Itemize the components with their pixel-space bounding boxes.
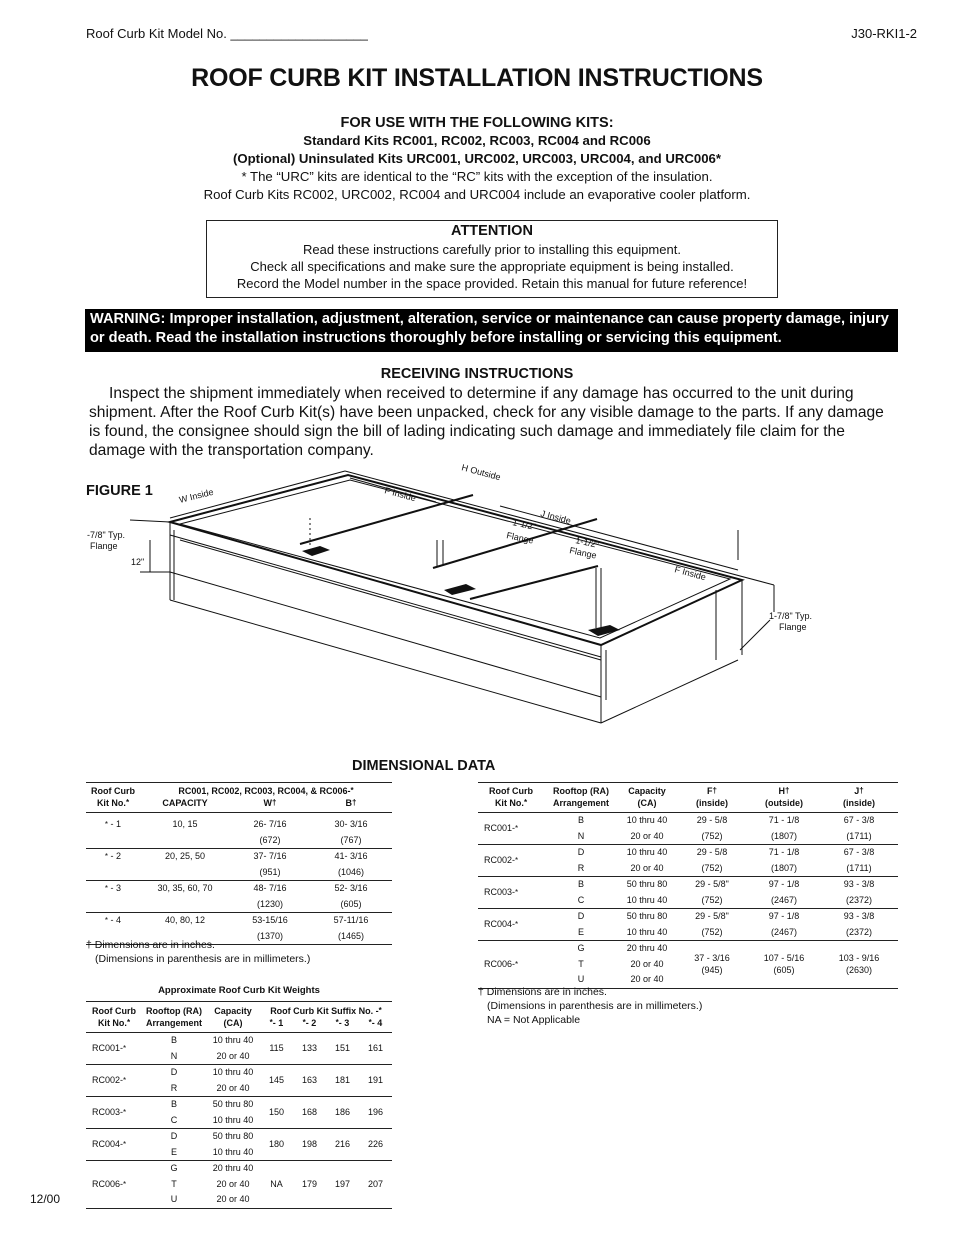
weight-cell: 168: [293, 1097, 326, 1129]
roof-curb-diagram: [80, 455, 900, 755]
f-mm-cell: (945): [701, 965, 723, 976]
col-b: B: [345, 798, 353, 808]
model-number-label: Roof Curb Kit Model No. ___________________: [86, 26, 368, 41]
kit-suffix: - 2: [108, 851, 122, 861]
col-suffix-3: - 3: [338, 1018, 350, 1028]
weight-cell: 196: [359, 1097, 392, 1129]
col-suffix: Roof Curb Kit Suffix No. -: [270, 1006, 379, 1016]
weight-cell: 161: [359, 1033, 392, 1065]
w-cell: 53-15/16: [252, 915, 288, 925]
figure-label: FIGURE 1: [86, 483, 153, 499]
kit-number: RC006-: [92, 1178, 124, 1189]
capacity-cell: 40, 80, 12: [164, 915, 206, 925]
weight-cell: 179: [301, 1178, 318, 1189]
col-kit-no: Kit No.: [96, 798, 126, 808]
f-cell: (752): [676, 925, 748, 941]
cap-cell: 10 thru 40: [206, 1145, 260, 1161]
f-cell: (752): [676, 861, 748, 877]
cap-cell: 10 thru 40: [626, 847, 668, 857]
j-cell: 93 - 3/8: [843, 879, 875, 889]
arr-cell: T: [171, 1178, 177, 1189]
dimensional-table-right: Roof Curb Rooftop (RA) Capacity F† H† J† Kit No.* Arrangement (CA) (inside) (outside) (inside) RC001-* B 10 thru 40 29 - 5/8 71 - 1/8 67 - 3/8 N 20 or 40 (752) (1807) (1711) RC002-* D 10 thru 40 29 - 5/8 71 - 1/8 67 - 3/8 R 20 or 40 (752) (1807) (1711) RC003-* B 50 thru 80 29 - 5/8" 97 - 1/8 93 - 3/8 C 10 thru 40 (752) (2467) (2372) RC004-* D 50 thru 80 29 - 5/8" 97 - 1/8 93 - 3/8 E 10 thru 40 (752) (2467) (2372) RC006-* G 20 thru 40 37 - 3/16 (945) 107 - 5/16 (605) 103 - 9/16 (2630) T 20 or 40 U 20 or 40: [478, 782, 898, 989]
cap-cell: 20 or 40: [630, 958, 664, 969]
kit-suffix: - 3: [108, 883, 122, 893]
weight-cell: 191: [359, 1065, 392, 1097]
weight-cell: 151: [326, 1033, 359, 1065]
arr-cell: N: [142, 1049, 206, 1065]
label-left-flange: -7/8" Typ.: [87, 530, 126, 540]
weight-cell: 216: [326, 1129, 359, 1161]
j-cell: (1711): [820, 829, 898, 845]
weights-title: Approximate Roof Curb Kit Weights: [86, 985, 392, 1002]
kit-number: RC002-: [92, 1074, 124, 1085]
w-mm-cell: (951): [230, 865, 310, 881]
dimensional-table-left: Roof Curb RC001, RC002, RC003, RC004, & RC006-* Kit No.* CAPACITY W† B† * - 1 10, 15 26- 7/16 30- 3/16 (672) (767) * - 2 20, 25, 50 37- 7/16 41- 3/16 (951) (1046) * - 3 30, 35, 60, 70 48- 7/16 52- 3/16 (1230) (605) * - 4 40, 80, 12 53-15/16 57-11/16 (1370) (1465): [86, 782, 392, 945]
label-h-outside: H Outside: [460, 462, 502, 483]
capacity-cell: 20, 25, 50: [164, 851, 206, 861]
col-kit-no: Kit No.: [97, 1018, 127, 1028]
col-arrangement: Arrangement: [544, 797, 618, 813]
h-cell: (1807): [748, 829, 820, 845]
col-suffix-2: - 2: [305, 1018, 317, 1028]
h-mm-cell: (605): [773, 965, 795, 976]
label-f-inside-top: F Inside: [383, 485, 417, 504]
col-w: W: [263, 798, 273, 808]
weight-cell: 186: [326, 1097, 359, 1129]
weight-cell: 181: [326, 1065, 359, 1097]
cap-cell: 10 thru 40: [618, 925, 676, 941]
j-cell: 103 - 9/16: [838, 953, 880, 964]
right-note-mm: (Dimensions in parenthesis are in millimeters.): [487, 1000, 703, 1012]
b-cell: 30- 3/16: [334, 819, 368, 829]
j-cell: 93 - 3/8: [843, 911, 875, 921]
col-roof-curb: Roof Curb: [92, 1006, 136, 1016]
kits-note-urc: * The “URC” kits are identical to the “RC” kits with the exception of the insulation.: [241, 169, 713, 184]
kit-number: RC001-: [92, 1042, 124, 1053]
arr-cell: C: [544, 893, 618, 909]
capacity-cell: 10, 15: [172, 819, 198, 829]
b-cell: 57-11/16: [333, 915, 369, 925]
label-flange-2: 1-1/2": [574, 535, 600, 550]
cap-cell: 10 thru 40: [212, 1067, 254, 1077]
warning-banner: WARNING: Improper installation, adjustment, alteration, service or maintenance can cause property damage, injury or death. Read the installation instructions thoroughly before installing or servicing this equipment.: [85, 309, 898, 352]
col-arrangement: Arrangement: [142, 1017, 206, 1033]
h-cell: 97 - 1/8: [768, 911, 800, 921]
kits-section: [0, 114, 954, 204]
arr-cell: D: [170, 1131, 178, 1141]
weight-cell: NA: [270, 1178, 283, 1189]
h-cell: (2467): [748, 925, 820, 941]
arr-cell: T: [578, 958, 584, 969]
kit-number: RC004-: [92, 1138, 124, 1149]
arr-cell: D: [170, 1067, 178, 1077]
w-mm-cell: (1370): [230, 929, 310, 945]
j-mm-cell: (2630): [845, 965, 872, 976]
weight-cell: 198: [293, 1129, 326, 1161]
col-j: J: [854, 786, 860, 796]
label-left-flange-b: Flange: [90, 541, 118, 551]
f-cell: (752): [676, 893, 748, 909]
col-capacity: Capacity: [214, 1006, 252, 1016]
left-note-mm: (Dimensions in parenthesis are in millimeters.): [95, 953, 311, 965]
arr-cell: G: [577, 943, 585, 953]
f-cell: 29 - 5/8": [695, 911, 729, 921]
cap-cell: 50 thru 80: [626, 879, 668, 889]
kit-suffix: - 1: [108, 819, 122, 829]
col-h-outside: (outside): [748, 797, 820, 813]
h-cell: 71 - 1/8: [768, 847, 800, 857]
j-cell: (1711): [820, 861, 898, 877]
weight-cell: 163: [293, 1065, 326, 1097]
w-cell: 26- 7/16: [253, 819, 287, 829]
b-mm-cell: (1465): [310, 929, 392, 945]
arr-cell: B: [170, 1099, 177, 1109]
w-cell: 48- 7/16: [253, 883, 287, 893]
footer-date: 12/00: [30, 1192, 61, 1206]
capacity-cell: 30, 35, 60, 70: [157, 883, 213, 893]
col-f: F: [707, 786, 713, 796]
arr-cell: R: [544, 861, 618, 877]
attention-line: Record the Model number in the space provided. Retain this manual for future reference!: [236, 276, 748, 291]
kits-heading: FOR USE WITH THE FOLLOWING KITS:: [340, 115, 614, 131]
cap-cell: 50 thru 80: [212, 1131, 254, 1141]
h-cell: (2467): [748, 893, 820, 909]
kit-number: RC001-: [484, 822, 516, 833]
weight-cell: 180: [260, 1129, 293, 1161]
label-j-inside: J Inside: [539, 508, 573, 526]
f-cell: 29 - 5/8: [696, 847, 728, 857]
b-cell: 52- 3/16: [334, 883, 368, 893]
cap-cell: 50 thru 80: [626, 911, 668, 921]
weight-cell: 133: [293, 1033, 326, 1065]
cap-cell: 20 or 40: [206, 1081, 260, 1097]
col-capacity: CAPACITY: [140, 797, 230, 813]
w-mm-cell: (1230): [230, 897, 310, 913]
h-cell: 71 - 1/8: [768, 815, 800, 825]
cap-cell: 10 thru 40: [626, 815, 668, 825]
col-roof-curb: Roof Curb: [91, 786, 135, 796]
arr-cell: B: [577, 815, 584, 825]
kits-note-cooler: Roof Curb Kits RC002, URC002, RC004 and URC004 include an evaporative cooler platform.: [203, 187, 751, 202]
j-cell: (2372): [820, 893, 898, 909]
j-cell: 67 - 3/8: [843, 815, 875, 825]
b-mm-cell: (605): [310, 897, 392, 913]
dimensional-heading: DIMENSIONAL DATA: [352, 758, 496, 774]
col-rc-models: RC001, RC002, RC003, RC004, & RC006-: [178, 786, 351, 796]
kit-number: RC006-: [484, 958, 516, 969]
b-mm-cell: (1046): [310, 865, 392, 881]
kits-standard: Standard Kits RC001, RC002, RC003, RC004 and RC006: [303, 133, 651, 148]
col-suffix-4: - 4: [371, 1018, 383, 1028]
arr-cell: N: [544, 829, 618, 845]
left-note-inches: † Dimensions are in inches.: [86, 939, 215, 951]
j-cell: 67 - 3/8: [843, 847, 875, 857]
col-h: H: [778, 786, 786, 796]
arr-cell: B: [170, 1035, 177, 1045]
page-title: ROOF CURB KIT INSTALLATION INSTRUCTIONS: [191, 64, 763, 92]
weight-cell: 150: [260, 1097, 293, 1129]
label-right-flange: 1-7/8" Typ.: [769, 611, 813, 621]
cap-cell: 20 or 40: [618, 861, 676, 877]
receiving-heading: RECEIVING INSTRUCTIONS: [380, 366, 574, 382]
kit-number: RC004-: [484, 918, 516, 929]
arr-cell: D: [577, 847, 585, 857]
h-cell: (1807): [748, 861, 820, 877]
attention-box: [206, 220, 778, 298]
attention-heading: ATTENTION: [451, 223, 533, 239]
col-suffix-1: - 1: [272, 1018, 284, 1028]
arr-cell: U: [170, 1194, 178, 1204]
arr-cell: R: [142, 1081, 206, 1097]
right-note-inches: † Dimensions are in inches.: [478, 986, 607, 998]
cap-cell: 20 or 40: [618, 829, 676, 845]
document-code: J30-RKI1-2: [851, 26, 917, 41]
arr-cell: U: [577, 974, 585, 984]
cap-cell: 20 thru 40: [212, 1163, 254, 1173]
col-capacity: Capacity: [628, 786, 666, 796]
kit-number: RC003-: [484, 886, 516, 897]
weight-cell: 197: [334, 1178, 351, 1189]
j-cell: (2372): [820, 925, 898, 941]
cap-cell: 20 or 40: [216, 1194, 250, 1204]
arr-cell: G: [170, 1163, 178, 1173]
col-rooftop: Rooftop (RA): [146, 1006, 202, 1016]
label-right-flange-b: Flange: [779, 622, 807, 632]
label-flange-2b: Flange: [568, 545, 598, 561]
w-mm-cell: (672): [230, 833, 310, 849]
f-cell: 29 - 5/8": [695, 879, 729, 889]
arr-cell: B: [577, 879, 584, 889]
weight-cell: 145: [260, 1065, 293, 1097]
arr-cell: E: [142, 1145, 206, 1161]
kits-optional: (Optional) Uninsulated Kits URC001, URC002, URC003, URC004, and URC006*: [232, 151, 722, 166]
cap-cell: 20 thru 40: [626, 943, 668, 953]
col-f-inside: (inside): [676, 797, 748, 813]
cap-cell: 10 thru 40: [212, 1035, 254, 1045]
cap-cell: 20 or 40: [206, 1049, 260, 1065]
kit-number: RC003-: [92, 1106, 124, 1117]
col-ca: (CA): [206, 1017, 260, 1033]
b-mm-cell: (767): [310, 833, 392, 849]
arr-cell: C: [142, 1113, 206, 1129]
f-cell: (752): [676, 829, 748, 845]
col-kit-no: Kit No.: [494, 798, 524, 808]
kit-suffix: - 4: [108, 915, 122, 925]
col-j-inside: (inside): [820, 797, 898, 813]
label-w-inside: W Inside: [178, 486, 215, 505]
label-flange-1: 1-1/2": [511, 517, 537, 532]
arr-cell: D: [577, 911, 585, 921]
receiving-text: Inspect the shipment immediately when received to determine if any damage has occurred to the unit during shipment. After the Roof Curb Kit(s) have been unpacked, check for any visible damage to the parts. If any damage is found, the consignee should sign the bill of lading indicating such damage and immediately file claim for the damage with the transportation company.: [89, 385, 884, 459]
attention-line: Check all specifications and make sure the appropriate equipment is being installed.: [250, 259, 734, 274]
f-cell: 29 - 5/8: [696, 815, 728, 825]
cap-cell: 20 or 40: [630, 974, 664, 984]
b-cell: 41- 3/16: [334, 851, 368, 861]
weights-table: Approximate Roof Curb Kit Weights Roof Curb Rooftop (RA) Capacity Roof Curb Kit Suffix No. -* Kit No.* Arrangement (CA) *- 1 *- 2 *- 3 *- 4 RC001-* B 10 thru 40 115 133 151 161 N 20 or 40 RC002-* D 10 thru 40 145 163 181 191 R 20 or 40 RC003-* B 50 thru 80 150 168 186 196 C 10 thru 40 RC004-* D 50 thru 80 180 198 216 226 E 10 thru 40 RC006-* G 20 thru 40 NA 179 197 207 T 20 or 40 U 20 or 40: [86, 985, 392, 1209]
attention-line: Read these instructions carefully prior to installing this equipment.: [303, 242, 681, 257]
label-flange-1b: Flange: [505, 530, 535, 546]
w-cell: 37- 7/16: [253, 851, 287, 861]
right-note-na: NA = Not Applicable: [487, 1014, 581, 1026]
h-cell: 107 - 5/16: [763, 953, 805, 964]
cap-cell: 10 thru 40: [618, 893, 676, 909]
kit-number: RC002-: [484, 854, 516, 865]
label-height: 12": [131, 557, 145, 567]
label-f-inside-right: F Inside: [673, 564, 707, 583]
h-cell: 97 - 1/8: [768, 879, 800, 889]
arr-cell: E: [544, 925, 618, 941]
cap-cell: 10 thru 40: [206, 1113, 260, 1129]
weight-cell: 115: [260, 1033, 293, 1065]
col-roof-curb: Roof Curb: [489, 786, 533, 796]
col-rooftop: Rooftop (RA): [553, 786, 609, 796]
f-cell: 37 - 3/16: [694, 953, 730, 964]
weight-cell: 226: [359, 1129, 392, 1161]
cap-cell: 20 or 40: [216, 1178, 250, 1189]
col-ca: (CA): [618, 797, 676, 813]
weight-cell: 207: [367, 1178, 384, 1189]
cap-cell: 50 thru 80: [212, 1099, 254, 1109]
